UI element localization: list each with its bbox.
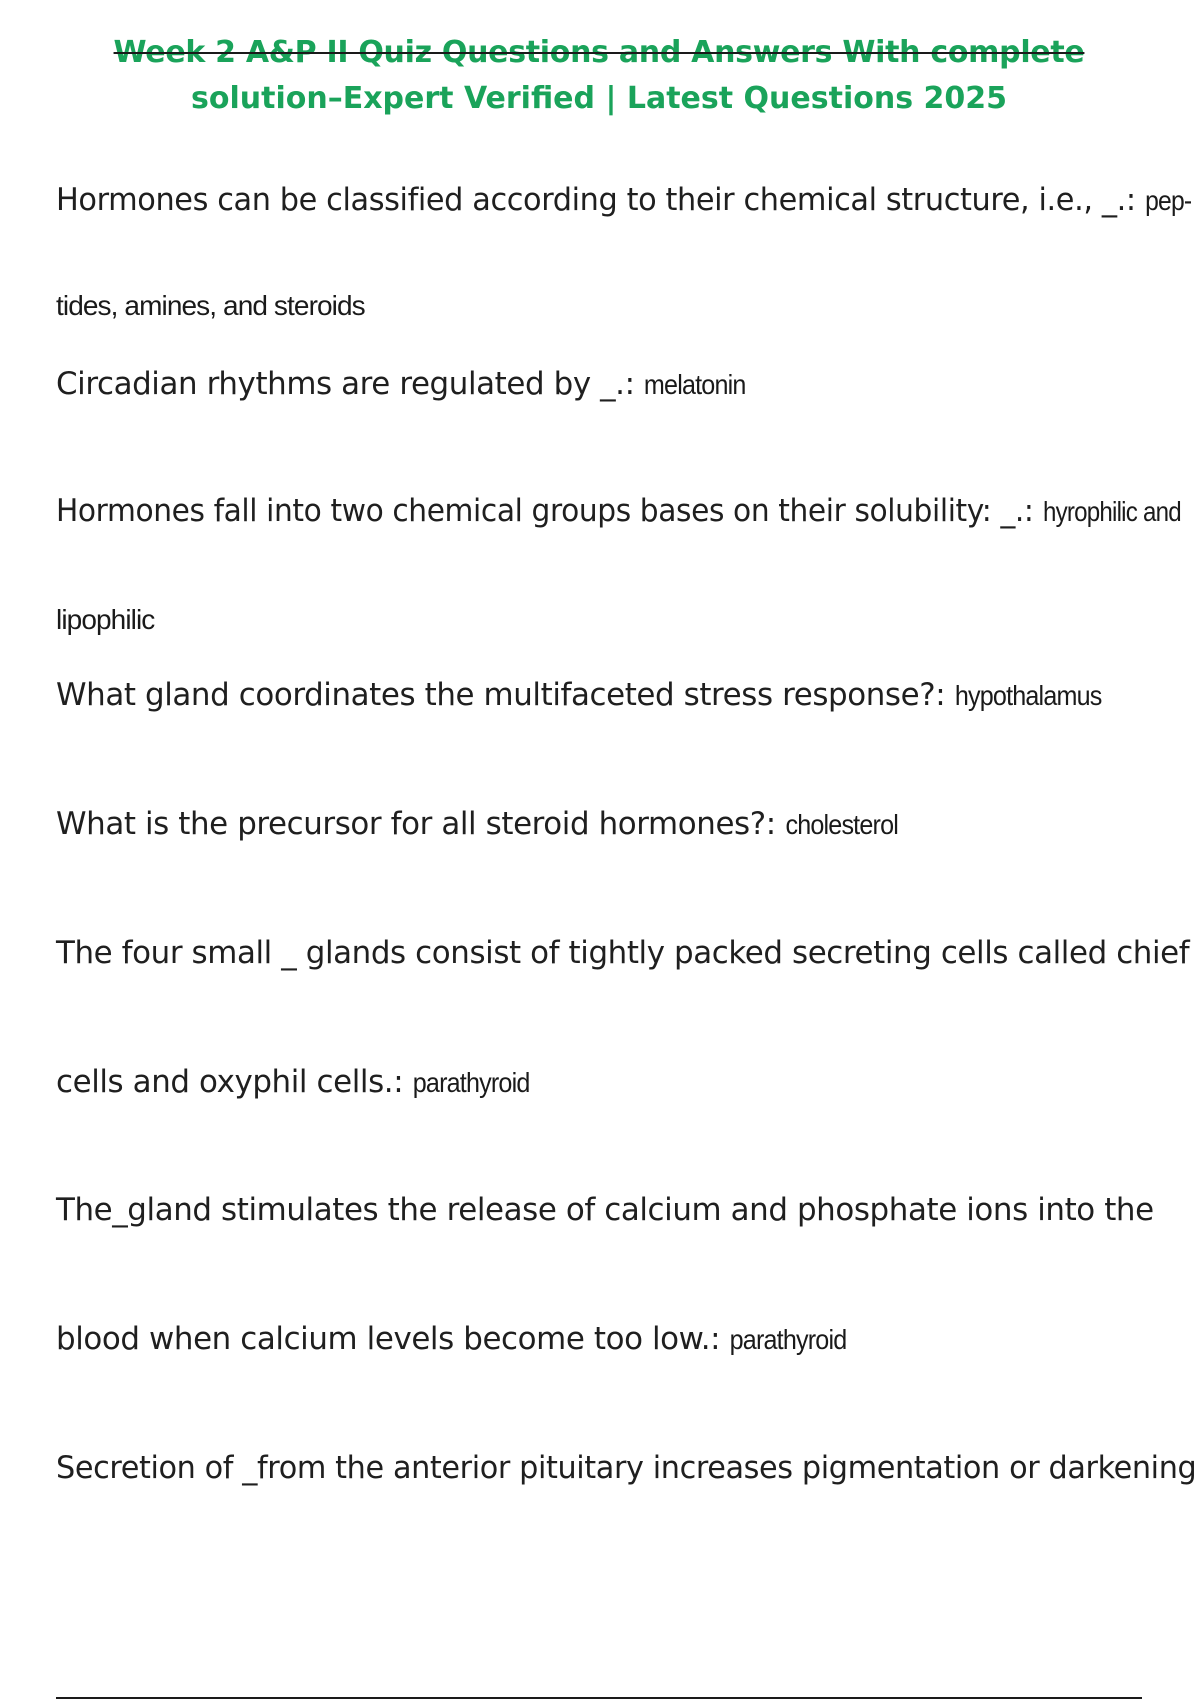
question-8-line-1: Secretion of _from the anterior pituitary increases pigmentation or darkening bbox=[56, 1450, 1197, 1486]
answer-2-inline: melatonin bbox=[644, 369, 746, 400]
question-1-text: Hormones can be classified according to their chemical structure, i.e., _.: bbox=[56, 182, 1145, 218]
question-6-text: cells and oxyphil cells.: bbox=[56, 1064, 413, 1100]
question-3-text: Hormones fall into two chemical groups bases on their solubility: _.: bbox=[56, 493, 1043, 529]
answer-4-inline: hypothalamus bbox=[954, 680, 1102, 711]
answer-3-inline: hyrophilic and bbox=[1042, 496, 1181, 527]
question-6-line-1: The four small _ glands consist of tightly packed secreting cells called chief bbox=[56, 935, 1190, 971]
document-title bbox=[56, 30, 1142, 122]
question-4 bbox=[56, 677, 1196, 713]
question-3 bbox=[56, 493, 1181, 529]
question-6-line-2 bbox=[56, 1064, 1196, 1100]
question-7-line-1: The_gland stimulates the release of calcium and phosphate ions into the bbox=[56, 1192, 1154, 1228]
question-5 bbox=[56, 806, 1196, 842]
answer-5-inline: cholesterol bbox=[785, 809, 898, 840]
question-7-line-2 bbox=[56, 1321, 1196, 1357]
question-5-text: What is the precursor for all steroid hormones?: bbox=[56, 806, 786, 842]
answer-7-inline: parathyroid bbox=[729, 1324, 847, 1355]
answer-3-continued: lipophilic bbox=[56, 604, 155, 635]
question-2 bbox=[56, 366, 1196, 402]
title-line-2: solution–Expert Verified | Latest Questions 2025 bbox=[191, 81, 1007, 116]
footer-divider bbox=[56, 1697, 1142, 1699]
title-line-1: Week 2 A&P II Quiz Questions and Answers With complete bbox=[113, 35, 1085, 70]
answer-1-inline: pep- bbox=[1144, 185, 1192, 216]
question-1 bbox=[56, 182, 1192, 218]
question-2-text: Circadian rhythms are regulated by _.: bbox=[56, 366, 645, 402]
answer-6-inline: parathyroid bbox=[412, 1067, 530, 1098]
question-4-text: What gland coordinates the multifaceted stress response?: bbox=[56, 677, 955, 713]
answer-1-continued: tides, amines, and steroids bbox=[56, 290, 365, 321]
question-7-text: blood when calcium levels become too low.: bbox=[56, 1321, 730, 1357]
